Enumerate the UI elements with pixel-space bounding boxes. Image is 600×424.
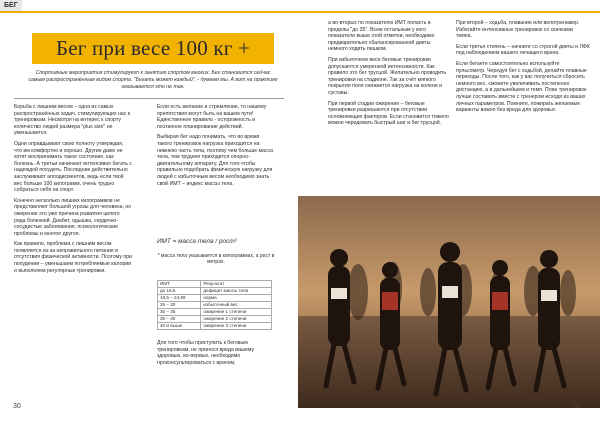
paragraph: Если третья степень – начните со строгой диеты и ЛФК под наблюдением вашего лечащего врача. [456, 43, 590, 57]
table-cell: ожирение 3 степени [201, 323, 272, 330]
column-3 [328, 20, 450, 131]
table-header-cell: Результат [201, 281, 272, 288]
table-row [158, 323, 272, 330]
table-row [158, 302, 272, 309]
table-row [158, 316, 272, 323]
paragraph: Конечно несколько лишних килограммов не представляют большой угрозы для человека, но ожирение это уже причина развития целого ряда болезней. Диабет, одышка, сердечно-сосудистые заболевания, психологические проблемы и многое другое. [14, 197, 132, 237]
marathon-runners-photo [298, 196, 600, 408]
table-header-row [158, 281, 272, 288]
page-number-left: 30 [13, 403, 21, 410]
paragraph: Выбирая бег надо понимать, что во время такого тренировок нагрузка приходится на нижнюю часть тела, поэтому чем больше масса тела, тем труднее приходится опорно-двигательному аппарату. Для того чтобы правильно подобрать физическую нагрузку для людей с избыточным весом необходимо знать свой ИМТ – индекс массы тела. [157, 134, 274, 187]
section-tag: БЕГ [0, 0, 22, 11]
runners-photo-illustration [298, 196, 600, 408]
table-cell: 40 и выше [158, 323, 201, 330]
page-number-right: 31 [574, 403, 582, 410]
table-cell: 25 – 30 [158, 302, 201, 309]
paragraph: При второй – ходьба, плавание или велотренажер. Избегайте интенсивных тренировок со скачками темпа. [456, 20, 580, 40]
intro-divider [14, 98, 284, 99]
table-cell: 30 – 35 [158, 309, 201, 316]
paragraph: Одни оправдывают свою полноту утверждая, что им комфортно и хорошо. Другие даже не хотят воспринимать такое состояние, как болезнь. А третьи начинают интенсивно бегать с надеждой похудеть. Последние действительно заслуживают аплодисментов, ведь если твой вес больше 100 килограмм, очень трудно собраться себя на спорт. [14, 140, 132, 194]
paragraph: а во-вторых по показателю ИМТ попасть в пределы "до 35". Всем остальным у кого показатели выше этой отметки, необходимо предварительно сбалансированной диеты немного ходить пешком. [328, 20, 435, 53]
column-2-continued [157, 340, 275, 370]
column-1 [14, 104, 132, 278]
table-row [158, 288, 272, 295]
table-row [158, 309, 272, 316]
paragraph: Как правило, проблема с лишним весом появляется из-за неправильного питания и отсутствия физической активности. Поэтому при похудении – уменьшаем потребляемые калории и выполняем регулярные тренировки. [14, 241, 132, 274]
table-cell: избыточный вес [201, 302, 272, 309]
title-banner [32, 33, 274, 64]
column-4 [456, 20, 590, 118]
paragraph: При первой стадии ожирения – беговые тренировки разрешаются при отсутствии осложняющих факторов. Если становится тяжело можно чередовать быстрый шаг и бег трусцой. [328, 100, 449, 127]
column-2 [157, 104, 275, 191]
bmi-table [157, 280, 272, 330]
paragraph: Если бегаете самостоятельно используйте пульсометр. Чередуя бег с ходьбой, делайте плавные переходы. После того, как у вас получиться сбросить немного вес, сможете увеличивать постепенно дистанцию, а в дальнейшем и темп. План тренировок лучше составить вместе с тренером исходя из ваших личных параметров. Помните, пожирать желаемые варианты важно без вреда для здоровья. [456, 60, 587, 114]
table-cell: до 18,5 [158, 288, 201, 295]
header-accent-bar [0, 11, 600, 13]
table-header-cell: ИМТ [158, 281, 201, 288]
bmi-formula: ИМТ = масса тела / рост² [157, 238, 237, 245]
paragraph: Борьба с лишним весом – одна из самых распространённых задач, стимулирующих нас к тренировкам. Несмотря на интерес к спорту количество людей размера "plus size" не уменьшается. [14, 104, 131, 137]
article-title: Бег при весе 100 кг + [55, 36, 251, 60]
table-cell: ожирение 1 степени [201, 309, 272, 316]
table-row [158, 295, 272, 302]
bmi-note: * масса тела указывается в килограммах, а рост в метрах. [157, 253, 275, 266]
table-cell: 35 – 40 [158, 316, 201, 323]
table-cell: ожирение 2 степени [201, 316, 272, 323]
article-intro: Спортивные мероприятия стимулируют к занятию спортом многих. Бег становится сейчас самым распространённым видом спорта. "Бегать может каждый", - думаем мы. А вот на практике оказывается это не так. [28, 70, 278, 90]
table-cell: дефицит массы тела [201, 288, 272, 295]
table-cell: норма [201, 295, 272, 302]
paragraph: При избыточном весе беговые тренировки допускаются умеренной интенсивности. Как правило это бег трусцой. Желательно проводить тренировки на стадионе. Так за счёт мягкого покрытия поля снижается нагрузка на колени и суставы. [328, 56, 447, 96]
paragraph: Если есть желание и стремление, то нашему препятствия могут быть на вашем пути! Единственное правило - осторожность и поэтапное планирование действий. [157, 104, 267, 130]
table-cell: 18,5 – 24,99 [158, 295, 201, 302]
paragraph: Для того чтобы приступить к беговым тренировкам, не принося вреда вашему здоровью, во-первых, необходимо проконсультироваться с врачом, [157, 340, 255, 366]
